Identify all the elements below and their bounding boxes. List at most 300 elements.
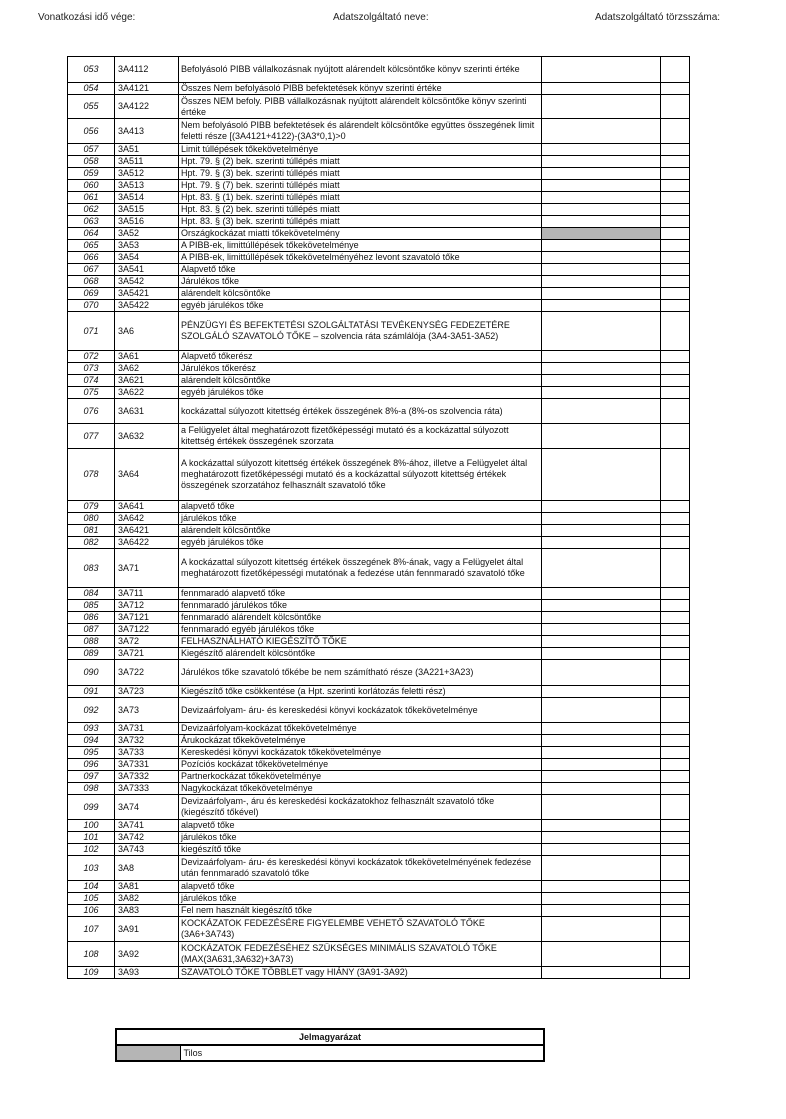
row-number: 058 xyxy=(68,156,115,168)
table-row xyxy=(68,735,690,747)
extra-cell[interactable] xyxy=(661,501,690,513)
row-number: 100 xyxy=(68,820,115,832)
row-code: 3A742 xyxy=(115,832,179,844)
row-description: Alapvető tőkerész xyxy=(179,351,542,363)
row-number: 071 xyxy=(68,312,115,351)
row-number: 092 xyxy=(68,698,115,723)
value-cell[interactable] xyxy=(542,228,661,240)
value-cell[interactable] xyxy=(542,747,661,759)
row-number: 080 xyxy=(68,513,115,525)
row-description: Devizaárfolyam- áru- és kereskedési könyvi kockázatok tőkekövetelménye xyxy=(179,698,542,723)
row-code: 3A74 xyxy=(115,795,179,820)
extra-cell[interactable] xyxy=(661,252,690,264)
row-code: 3A516 xyxy=(115,216,179,228)
row-code: 3A542 xyxy=(115,276,179,288)
table-row xyxy=(68,686,690,698)
value-cell[interactable] xyxy=(542,795,661,820)
row-number: 053 xyxy=(68,57,115,83)
row-description: Kiegészítő alárendelt kölcsöntőke xyxy=(179,648,542,660)
row-code: 3A5421 xyxy=(115,288,179,300)
row-number: 083 xyxy=(68,549,115,588)
value-cell[interactable] xyxy=(542,95,661,119)
extra-cell[interactable] xyxy=(661,588,690,600)
legend-title: Jelmagyarázat xyxy=(116,1029,544,1045)
table-row xyxy=(68,917,690,942)
row-description: Devizaárfolyam- áru- és kereskedési könyvi kockázatok tőkekövetelményének fedezése után fennmaradó szavatoló tőke xyxy=(179,856,542,881)
row-description: Pozíciós kockázat tőkekövetelménye xyxy=(179,759,542,771)
value-cell[interactable] xyxy=(542,240,661,252)
row-description: alárendelt kölcsöntőke xyxy=(179,288,542,300)
extra-cell[interactable] xyxy=(661,363,690,375)
row-code: 3A743 xyxy=(115,844,179,856)
row-code: 3A631 xyxy=(115,399,179,424)
row-description: FELHASZNÁLHATÓ KIEGÉSZÍTŐ TŐKE xyxy=(179,636,542,648)
extra-cell[interactable] xyxy=(661,95,690,119)
row-description: Befolyásoló PIBB vállalkozásnak nyújtott alárendelt kölcsöntőke könyv szerinti értéke xyxy=(179,57,542,83)
row-code: 3A82 xyxy=(115,893,179,905)
table-row xyxy=(68,820,690,832)
extra-cell[interactable] xyxy=(661,917,690,942)
value-cell[interactable] xyxy=(542,501,661,513)
extra-cell[interactable] xyxy=(661,771,690,783)
row-code: 3A92 xyxy=(115,942,179,967)
row-number: 082 xyxy=(68,537,115,549)
row-description: Járulékos tőkerész xyxy=(179,363,542,375)
value-cell[interactable] xyxy=(542,967,661,979)
table-row xyxy=(68,747,690,759)
extra-cell[interactable] xyxy=(661,144,690,156)
table-row xyxy=(68,893,690,905)
value-cell[interactable] xyxy=(542,648,661,660)
extra-cell[interactable] xyxy=(661,525,690,537)
row-description: járulékos tőke xyxy=(179,513,542,525)
value-cell[interactable] xyxy=(542,905,661,917)
row-code: 3A7122 xyxy=(115,624,179,636)
value-cell[interactable] xyxy=(542,759,661,771)
value-cell[interactable] xyxy=(542,624,661,636)
row-number: 063 xyxy=(68,216,115,228)
extra-cell[interactable] xyxy=(661,698,690,723)
extra-cell[interactable] xyxy=(661,905,690,917)
row-number: 096 xyxy=(68,759,115,771)
row-number: 075 xyxy=(68,387,115,399)
period-end-label: Vonatkozási idő vége: xyxy=(38,12,136,23)
extra-cell[interactable] xyxy=(661,399,690,424)
row-code: 3A5422 xyxy=(115,300,179,312)
value-cell[interactable] xyxy=(542,156,661,168)
row-code: 3A741 xyxy=(115,820,179,832)
table-row xyxy=(68,204,690,216)
extra-cell[interactable] xyxy=(661,624,690,636)
value-cell[interactable] xyxy=(542,168,661,180)
row-description: Devizaárfolyam-, áru és kereskedési kockázatokhoz felhasznált szavatoló tőke (kiegészítő tőkével) xyxy=(179,795,542,820)
row-code: 3A413 xyxy=(115,119,179,144)
table-row xyxy=(68,312,690,351)
extra-cell[interactable] xyxy=(661,723,690,735)
value-cell[interactable] xyxy=(542,351,661,363)
row-description: alapvető tőke xyxy=(179,820,542,832)
table-row xyxy=(68,612,690,624)
value-cell[interactable] xyxy=(542,363,661,375)
table-row xyxy=(68,288,690,300)
row-description: A kockázattal súlyozott kitettség értékek összegének 8%-ának, vagy a Felügyelet által meghatározott fizetőképességi mutatónak a fedezése után fennmaradó szavatoló tőke xyxy=(179,549,542,588)
extra-cell[interactable] xyxy=(661,240,690,252)
row-number: 067 xyxy=(68,264,115,276)
row-description: fennmaradó alárendelt kölcsöntőke xyxy=(179,612,542,624)
row-description: Kereskedési könyvi kockázatok tőkekövetelménye xyxy=(179,747,542,759)
table-row xyxy=(68,168,690,180)
row-description: A PIBB-ek, limittúllépések tőkekövetelményéhez levont szavatoló tőke xyxy=(179,252,542,264)
extra-cell[interactable] xyxy=(661,288,690,300)
row-number: 094 xyxy=(68,735,115,747)
row-description: Járulékos tőke xyxy=(179,276,542,288)
value-cell[interactable] xyxy=(542,832,661,844)
row-number: 101 xyxy=(68,832,115,844)
value-cell[interactable] xyxy=(542,600,661,612)
extra-cell[interactable] xyxy=(661,449,690,501)
extra-cell[interactable] xyxy=(661,795,690,820)
extra-cell[interactable] xyxy=(661,375,690,387)
extra-cell[interactable] xyxy=(661,820,690,832)
value-cell[interactable] xyxy=(542,636,661,648)
row-code: 3A712 xyxy=(115,600,179,612)
extra-cell[interactable] xyxy=(661,735,690,747)
row-description: alárendelt kölcsöntőke xyxy=(179,525,542,537)
extra-cell[interactable] xyxy=(661,893,690,905)
row-description: A kockázattal súlyozott kitettség értékek összegének 8%-ához, illetve a Felügyelet által meghatározott fizetőképességi mutató és a kockázattal súlyozott kitettség értékek összegének szorzatához felhasznált szavatoló tőke xyxy=(179,449,542,501)
value-cell[interactable] xyxy=(542,513,661,525)
value-cell[interactable] xyxy=(542,192,661,204)
row-code: 3A6422 xyxy=(115,537,179,549)
row-number: 079 xyxy=(68,501,115,513)
table-row xyxy=(68,549,690,588)
value-cell[interactable] xyxy=(542,424,661,449)
row-description: KOCKÁZATOK FEDEZÉSÉHEZ SZÜKSÉGES MINIMÁLIS SZAVATOLÓ TŐKE (MAX(3A631,3A632)+3A73) xyxy=(179,942,542,967)
row-code: 3A722 xyxy=(115,660,179,686)
value-cell[interactable] xyxy=(542,216,661,228)
row-description: Hpt. 83. § (2) bek. szerinti túllépés miatt xyxy=(179,204,542,216)
row-code: 3A515 xyxy=(115,204,179,216)
row-description: Partnerkockázat tőkekövetelménye xyxy=(179,771,542,783)
value-cell[interactable] xyxy=(542,917,661,942)
value-cell[interactable] xyxy=(542,387,661,399)
row-number: 081 xyxy=(68,525,115,537)
table-row xyxy=(68,180,690,192)
row-number: 107 xyxy=(68,917,115,942)
row-description: Árukockázat tőkekövetelménye xyxy=(179,735,542,747)
value-cell[interactable] xyxy=(542,612,661,624)
row-code: 3A71 xyxy=(115,549,179,588)
row-number: 105 xyxy=(68,893,115,905)
extra-cell[interactable] xyxy=(661,600,690,612)
row-number: 091 xyxy=(68,686,115,698)
row-code: 3A61 xyxy=(115,351,179,363)
table-row xyxy=(68,624,690,636)
table-row xyxy=(68,844,690,856)
extra-cell[interactable] xyxy=(661,856,690,881)
row-number: 072 xyxy=(68,351,115,363)
row-code: 3A8 xyxy=(115,856,179,881)
row-description: Hpt. 79. § (7) bek. szerinti túllépés miatt xyxy=(179,180,542,192)
value-cell[interactable] xyxy=(542,119,661,144)
row-description: alapvető tőke xyxy=(179,881,542,893)
row-number: 077 xyxy=(68,424,115,449)
value-cell[interactable] xyxy=(542,399,661,424)
row-number: 070 xyxy=(68,300,115,312)
table-row xyxy=(68,300,690,312)
row-number: 078 xyxy=(68,449,115,501)
table-row xyxy=(68,264,690,276)
extra-cell[interactable] xyxy=(661,119,690,144)
value-cell[interactable] xyxy=(542,83,661,95)
row-code: 3A641 xyxy=(115,501,179,513)
value-cell[interactable] xyxy=(542,144,661,156)
table-row xyxy=(68,588,690,600)
value-cell[interactable] xyxy=(542,449,661,501)
table-row xyxy=(68,832,690,844)
extra-cell[interactable] xyxy=(661,387,690,399)
value-cell[interactable] xyxy=(542,686,661,698)
row-description: a Felügyelet által meghatározott fizetőképességi mutató és a kockázattal súlyozott kitettség értékek összegének szorzata xyxy=(179,424,542,449)
value-cell[interactable] xyxy=(542,698,661,723)
legend-table xyxy=(115,1028,545,1062)
row-code: 3A621 xyxy=(115,375,179,387)
row-code: 3A81 xyxy=(115,881,179,893)
row-description: Hpt. 83. § (1) bek. szerinti túllépés miatt xyxy=(179,192,542,204)
row-code: 3A642 xyxy=(115,513,179,525)
row-number: 095 xyxy=(68,747,115,759)
row-number: 062 xyxy=(68,204,115,216)
row-code: 3A7121 xyxy=(115,612,179,624)
value-cell[interactable] xyxy=(542,252,661,264)
row-code: 3A91 xyxy=(115,917,179,942)
value-cell[interactable] xyxy=(542,881,661,893)
row-description: Járulékos tőke szavatoló tőkébe be nem számítható része (3A221+3A23) xyxy=(179,660,542,686)
extra-cell[interactable] xyxy=(661,686,690,698)
table-row xyxy=(68,600,690,612)
row-description: fennmaradó alapvető tőke xyxy=(179,588,542,600)
row-code: 3A541 xyxy=(115,264,179,276)
extra-cell[interactable] xyxy=(661,648,690,660)
row-code: 3A732 xyxy=(115,735,179,747)
row-description: fennmaradó járulékos tőke xyxy=(179,600,542,612)
extra-cell[interactable] xyxy=(661,612,690,624)
row-code: 3A632 xyxy=(115,424,179,449)
row-number: 073 xyxy=(68,363,115,375)
row-number: 069 xyxy=(68,288,115,300)
row-number: 108 xyxy=(68,942,115,967)
extra-cell[interactable] xyxy=(661,424,690,449)
extra-cell[interactable] xyxy=(661,300,690,312)
row-number: 086 xyxy=(68,612,115,624)
value-cell[interactable] xyxy=(542,856,661,881)
extra-cell[interactable] xyxy=(661,967,690,979)
value-cell[interactable] xyxy=(542,942,661,967)
row-code: 3A4121 xyxy=(115,83,179,95)
extra-cell[interactable] xyxy=(661,57,690,83)
table-row xyxy=(68,648,690,660)
row-number: 076 xyxy=(68,399,115,424)
table-row xyxy=(68,759,690,771)
extra-cell[interactable] xyxy=(661,759,690,771)
row-description: SZAVATOLÓ TŐKE TÖBBLET vagy HIÁNY (3A91-3A92) xyxy=(179,967,542,979)
extra-cell[interactable] xyxy=(661,832,690,844)
row-number: 085 xyxy=(68,600,115,612)
row-description: Alapvető tőke xyxy=(179,264,542,276)
value-cell[interactable] xyxy=(542,723,661,735)
row-code: 3A721 xyxy=(115,648,179,660)
extra-cell[interactable] xyxy=(661,537,690,549)
table-row xyxy=(68,192,690,204)
row-number: 068 xyxy=(68,276,115,288)
row-code: 3A7332 xyxy=(115,771,179,783)
table-row xyxy=(68,795,690,820)
provider-name-label: Adatszolgáltató neve: xyxy=(333,12,429,23)
table-row xyxy=(68,95,690,119)
extra-cell[interactable] xyxy=(661,351,690,363)
value-cell[interactable] xyxy=(542,893,661,905)
extra-cell[interactable] xyxy=(661,549,690,588)
extra-cell[interactable] xyxy=(661,228,690,240)
row-number: 089 xyxy=(68,648,115,660)
value-cell[interactable] xyxy=(542,180,661,192)
value-cell[interactable] xyxy=(542,276,661,288)
row-code: 3A51 xyxy=(115,144,179,156)
value-cell[interactable] xyxy=(542,783,661,795)
table-row xyxy=(68,144,690,156)
row-description: Összes NEM befoly. PIBB vállalkozásnak nyújtott alárendelt kölcsöntőke könyv szerinti értéke xyxy=(179,95,542,119)
row-number: 057 xyxy=(68,144,115,156)
row-code: 3A62 xyxy=(115,363,179,375)
provider-id-label: Adatszolgáltató törzsszáma: xyxy=(595,12,721,23)
value-cell[interactable] xyxy=(542,660,661,686)
value-cell[interactable] xyxy=(542,264,661,276)
row-number: 099 xyxy=(68,795,115,820)
value-cell[interactable] xyxy=(542,820,661,832)
extra-cell[interactable] xyxy=(661,513,690,525)
row-code: 3A6 xyxy=(115,312,179,351)
table-row xyxy=(68,57,690,83)
row-number: 093 xyxy=(68,723,115,735)
extra-cell[interactable] xyxy=(661,881,690,893)
row-number: 055 xyxy=(68,95,115,119)
extra-cell[interactable] xyxy=(661,660,690,686)
table-row xyxy=(68,424,690,449)
extra-cell[interactable] xyxy=(661,204,690,216)
extra-cell[interactable] xyxy=(661,276,690,288)
table-row xyxy=(68,449,690,501)
table-row xyxy=(68,351,690,363)
row-description: egyéb járulékos tőke xyxy=(179,537,542,549)
extra-cell[interactable] xyxy=(661,747,690,759)
row-number: 090 xyxy=(68,660,115,686)
table-row xyxy=(68,967,690,979)
table-row xyxy=(68,525,690,537)
row-number: 056 xyxy=(68,119,115,144)
extra-cell[interactable] xyxy=(661,180,690,192)
value-cell[interactable] xyxy=(542,300,661,312)
table-row xyxy=(68,119,690,144)
value-cell[interactable] xyxy=(542,588,661,600)
extra-cell[interactable] xyxy=(661,168,690,180)
extra-cell[interactable] xyxy=(661,192,690,204)
row-description: A PIBB-ek, limittúllépések tőkekövetelménye xyxy=(179,240,542,252)
table-row xyxy=(68,660,690,686)
value-cell[interactable] xyxy=(542,525,661,537)
extra-cell[interactable] xyxy=(661,264,690,276)
row-description: kockázattal súlyozott kitettség értékek összegének 8%-a (8%-os szolvencia ráta) xyxy=(179,399,542,424)
extra-cell[interactable] xyxy=(661,312,690,351)
table-row xyxy=(68,905,690,917)
extra-cell[interactable] xyxy=(661,636,690,648)
row-number: 059 xyxy=(68,168,115,180)
row-code: 3A73 xyxy=(115,698,179,723)
row-number: 097 xyxy=(68,771,115,783)
row-description: Hpt. 83. § (3) bek. szerinti túllépés miatt xyxy=(179,216,542,228)
value-cell[interactable] xyxy=(542,312,661,351)
row-code: 3A711 xyxy=(115,588,179,600)
row-description: alárendelt kölcsöntőke xyxy=(179,375,542,387)
row-number: 065 xyxy=(68,240,115,252)
row-description: KOCKÁZATOK FEDEZÉSÉRE FIGYELEMBE VEHETŐ SZAVATOLÓ TŐKE (3A6+3A743) xyxy=(179,917,542,942)
row-description: kiegészítő tőke xyxy=(179,844,542,856)
extra-cell[interactable] xyxy=(661,156,690,168)
row-number: 084 xyxy=(68,588,115,600)
value-cell[interactable] xyxy=(542,375,661,387)
row-number: 104 xyxy=(68,881,115,893)
row-code: 3A4112 xyxy=(115,57,179,83)
value-cell[interactable] xyxy=(542,549,661,588)
table-row xyxy=(68,387,690,399)
table-row xyxy=(68,723,690,735)
extra-cell[interactable] xyxy=(661,844,690,856)
extra-cell[interactable] xyxy=(661,83,690,95)
row-code: 3A7331 xyxy=(115,759,179,771)
value-cell[interactable] xyxy=(542,57,661,83)
value-cell[interactable] xyxy=(542,771,661,783)
legend-swatch xyxy=(116,1045,180,1061)
row-description: PÉNZÜGYI ÉS BEFEKTETÉSI SZOLGÁLTATÁSI TEVÉKENYSÉG FEDEZETÉRE SZOLGÁLÓ SZAVATOLÓ TŐKE – szolvencia ráta számlálója (3A4-3A51-3A52) xyxy=(179,312,542,351)
table-row xyxy=(68,881,690,893)
row-code: 3A83 xyxy=(115,905,179,917)
row-description: Hpt. 79. § (2) bek. szerinti túllépés miatt xyxy=(179,156,542,168)
value-cell[interactable] xyxy=(542,735,661,747)
row-number: 064 xyxy=(68,228,115,240)
extra-cell[interactable] xyxy=(661,783,690,795)
table-row xyxy=(68,363,690,375)
extra-cell[interactable] xyxy=(661,216,690,228)
row-description: Összes Nem befolyásoló PIBB befektetések könyv szerinti értéke xyxy=(179,83,542,95)
row-code: 3A723 xyxy=(115,686,179,698)
row-description: Devizaárfolyam-kockázat tőkekövetelménye xyxy=(179,723,542,735)
table-row xyxy=(68,856,690,881)
row-description: Nem befolyásoló PIBB befektetések és alárendelt kölcsöntőke együttes összegének limit feletti része [(3A4121+4122)-(3A3*0,1)>0 xyxy=(179,119,542,144)
extra-cell[interactable] xyxy=(661,942,690,967)
row-code: 3A7333 xyxy=(115,783,179,795)
row-number: 066 xyxy=(68,252,115,264)
table-row xyxy=(68,636,690,648)
row-description: Limit túllépések tőkekövetelménye xyxy=(179,144,542,156)
row-code: 3A53 xyxy=(115,240,179,252)
table-row xyxy=(68,399,690,424)
value-cell[interactable] xyxy=(542,537,661,549)
value-cell[interactable] xyxy=(542,288,661,300)
value-cell[interactable] xyxy=(542,844,661,856)
row-description: Országkockázat miatti tőkekövetelmény xyxy=(179,228,542,240)
table-row xyxy=(68,83,690,95)
value-cell[interactable] xyxy=(542,204,661,216)
row-number: 088 xyxy=(68,636,115,648)
